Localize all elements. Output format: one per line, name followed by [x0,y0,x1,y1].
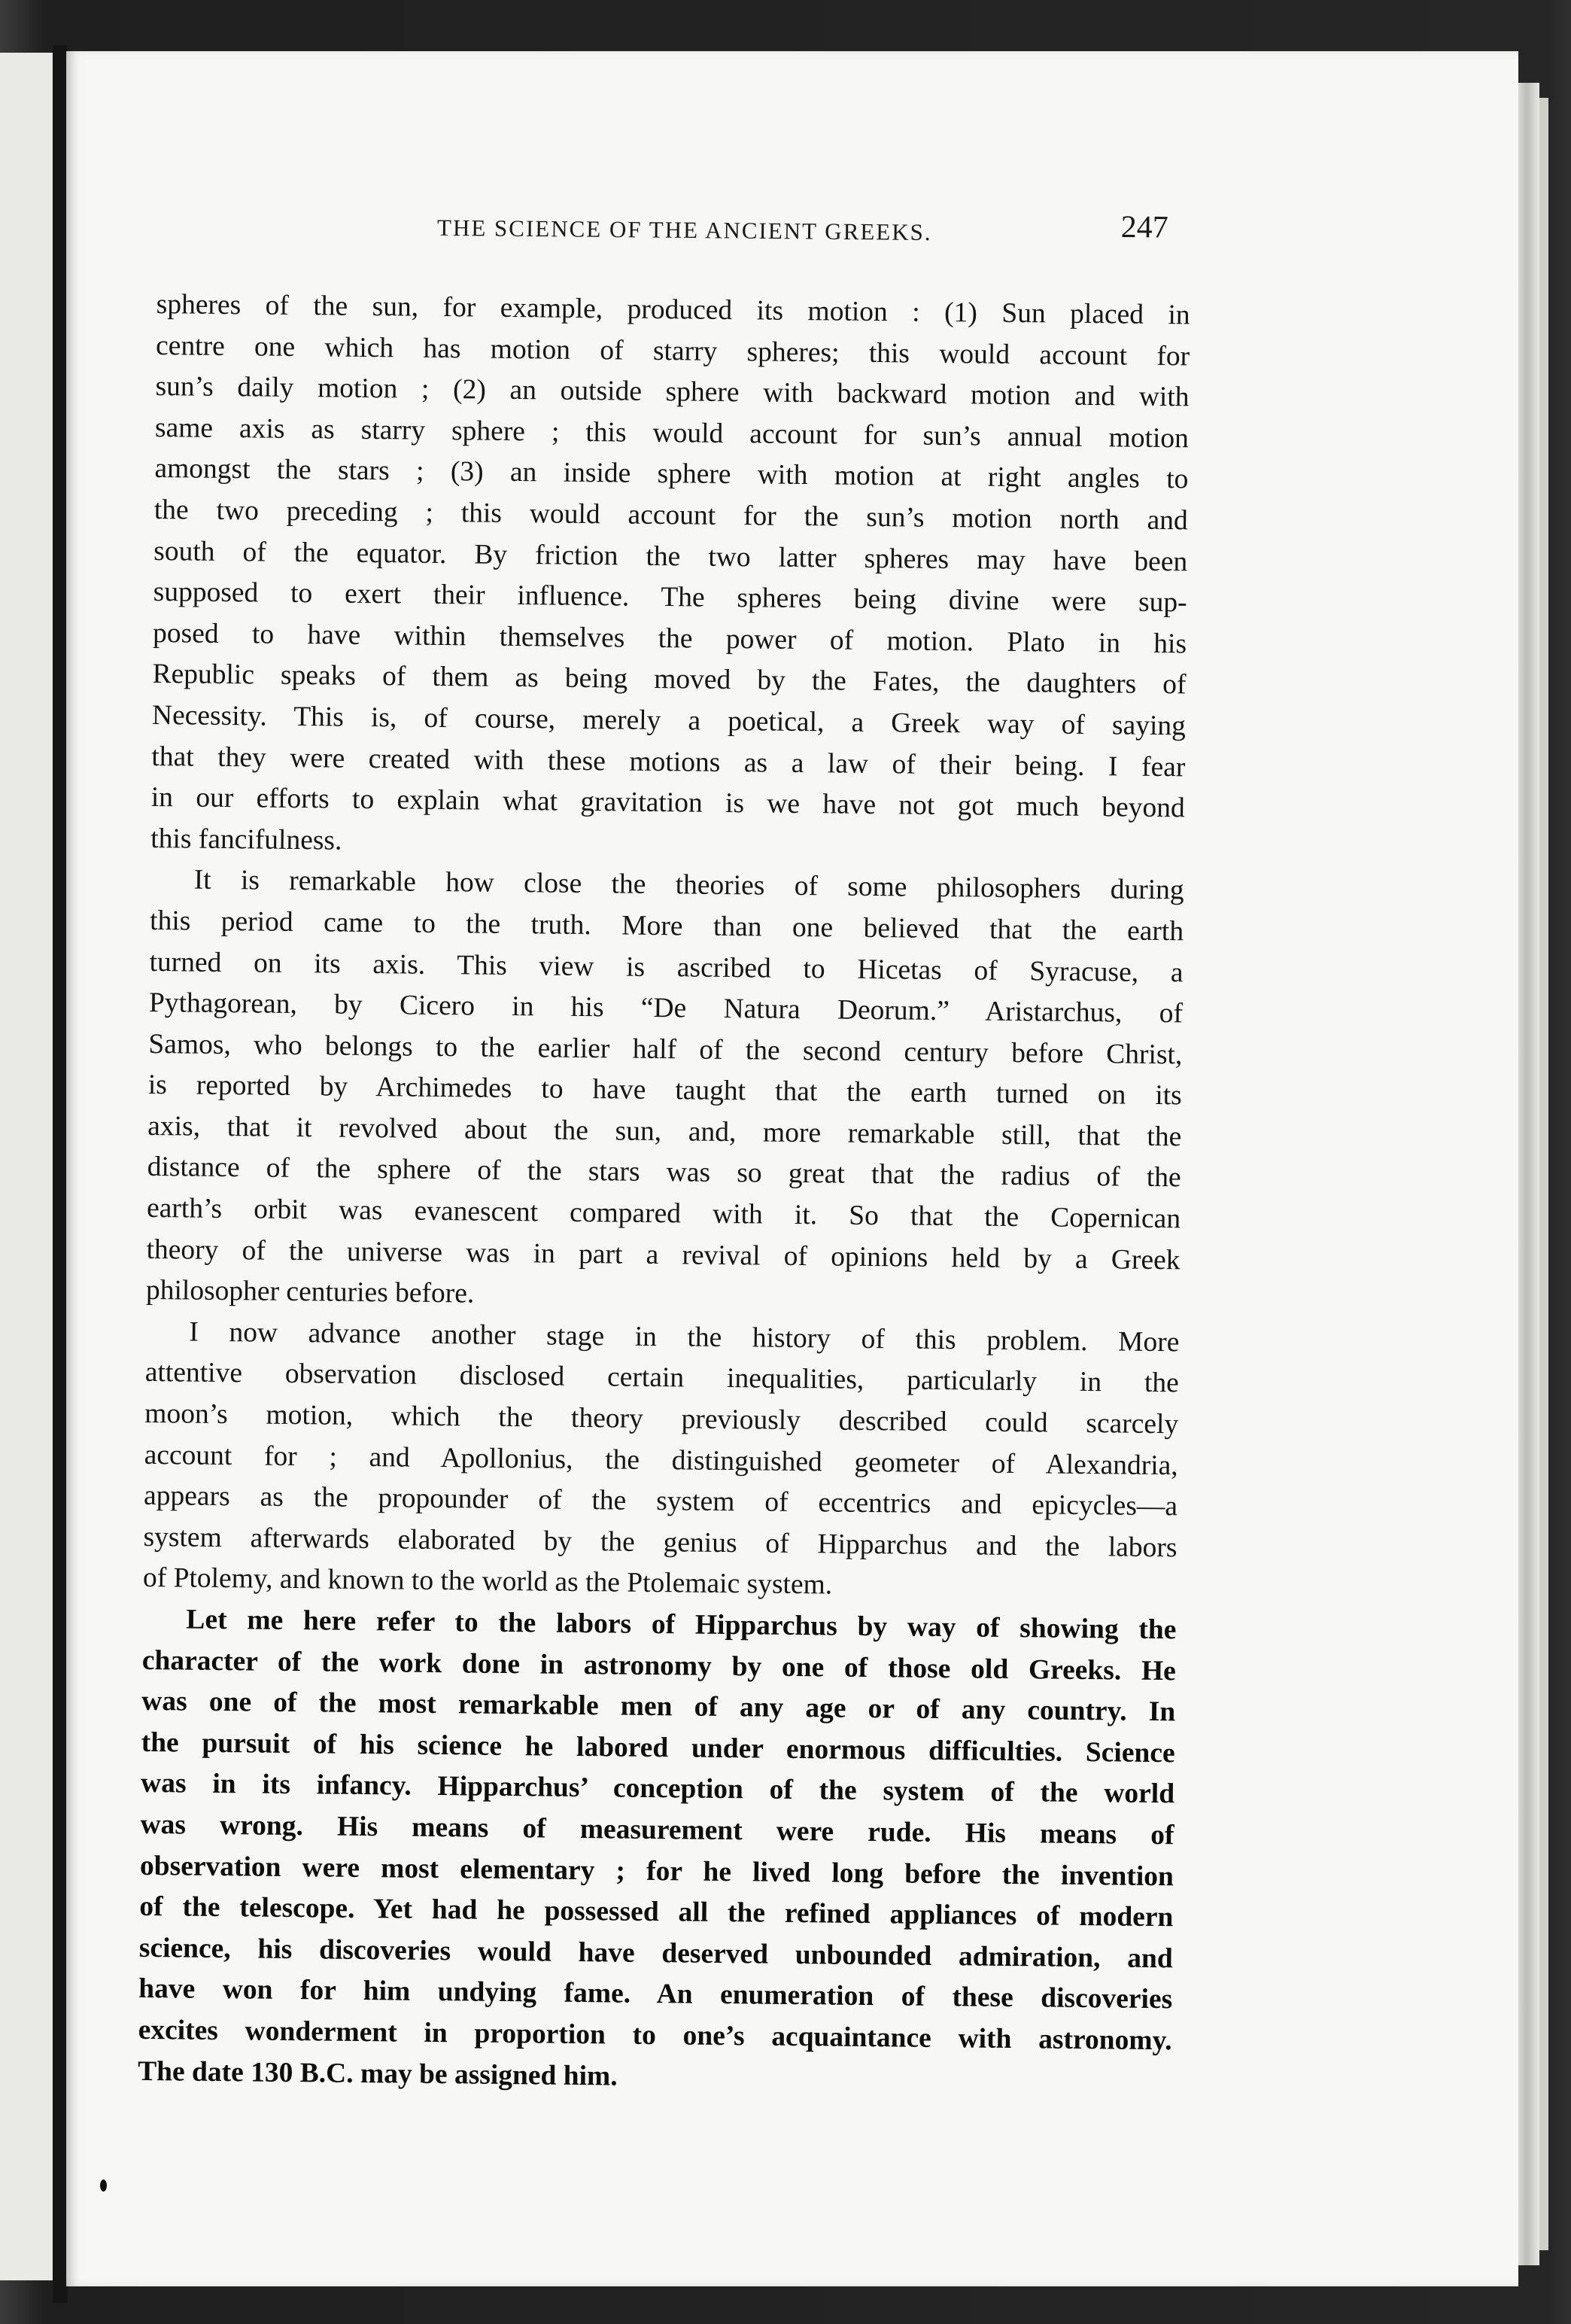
body-text [138,284,1190,2103]
text-line: axis, that it revolved about the sun, and, more remarkable still, that the [147,1110,1182,1153]
text-line: spheres of the sun, for example, produced its motion : (1) Sun placed in [156,288,1190,331]
page-stack-edge-inner [1539,98,1548,2250]
running-title: THE SCIENCE OF THE ANCIENT GREEKS. [436,214,932,246]
text-line: account for ; and Apollonius, the distinguished geometer of Alexandria, [144,1439,1178,1481]
page-number: 247 [1120,209,1168,245]
text-line: that they were created with these motions as a law of their being. I fear [151,741,1186,783]
text-line: earth’s orbit was evanescent compared with it. So that the Copernican [146,1192,1181,1235]
gutter-shadow [53,45,68,2303]
text-line: this period came to the truth. More than one believed that the earth [149,905,1184,948]
text-line: the two preceding ; this would account for the sun’s motion north and [153,494,1189,537]
text-line: Let me here refer to the labors of Hipparchus by way of showing the [186,1604,1177,1646]
text-line: Necessity. This is, of course, merely a poetical, a Greek way of saying [151,699,1187,742]
text-line: same axis as starry sphere ; this would account for sun’s annual motion [154,412,1190,455]
text-line: I now advance another stage in the history of this problem. More [189,1316,1180,1358]
text-line: was in its infancy. Hipparchus’ conception of the system of the world [140,1768,1175,1810]
text-line: philosopher centuries before. [145,1275,475,1310]
text-line: The date 130 B.C. may be assigned him. [137,2055,618,2092]
text-line: south of the equator. By friction the two latter spheres may have been [153,535,1188,577]
text-line: Pythagorean, by Cicero in his “De Natura Deorum.” Aristarchus, of [148,987,1184,1030]
text-line: science, his discoveries would have deserved unbounded admiration, and [138,1932,1173,1975]
text-line: this fancifulness. [150,823,342,856]
text-line: distance of the sphere of the stars was so great that the radius of the [147,1151,1181,1194]
page-stack-edge [1518,83,1539,2265]
text-line: Republic speaks of them as being moved by the Fates, the daughters of [152,659,1187,701]
text-line: supposed to exert their influence. The spheres being divine were sup- [153,576,1187,619]
text-line: excites wonderment in proportion to one’s acquaintance with astronomy. [138,2014,1172,2057]
text-line: attentive observation disclosed certain inequalities, particularly in the [144,1357,1179,1399]
text-line: appears as the propounder of the system of eccentrics and epicycles—a [143,1480,1178,1522]
text-line: character of the work done in astronomy by one of those old Greeks. He [141,1644,1176,1687]
text-line: sun’s daily motion ; (2) an outside sphere with backward motion and with [155,371,1190,413]
text-line: observation were most elementary ; for he lived long before the invention [139,1850,1174,1892]
text-line: of the telescope. Yet had he possessed all the refined appliances of modern [139,1891,1174,1933]
paragraph [143,1312,1180,1611]
text-line: centre one which has motion of starry spheres; this would account for [155,330,1190,372]
text-line: It is remarkable how close the theories of some philosophers during [193,864,1184,906]
scan-speck [100,2180,107,2192]
facing-page-edge [0,53,53,2280]
paragraph [138,1599,1177,2103]
text-line: have won for him undying fame. An enumeration of these discoveries [138,1973,1173,2015]
text-line: the pursuit of his science he labored under enormous difficulties. Science [141,1726,1175,1769]
paragraph [146,859,1184,1322]
text-line: is reported by Archimedes to have taught that the earth turned on its [147,1069,1182,1112]
paragraph [150,284,1190,871]
text-line: amongst the stars ; (3) an inside sphere with motion at right angles to [154,453,1189,495]
text-line: in our efforts to explain what gravitation is we have not got much beyond [150,782,1186,824]
text-line: system afterwards elaborated by the genius of Hipparchus and the labors [143,1521,1177,1564]
text-line: was one of the most remarkable men of any age or of any country. In [141,1686,1176,1728]
text-line: posed to have within themselves the power of motion. Plato in his [152,617,1187,660]
text-line: theory of the universe was in part a revival of opinions held by a Greek [146,1233,1181,1276]
text-line: of Ptolemy, and known to the world as the Ptolemaic system. [142,1562,833,1601]
text-line: turned on its axis. This view is ascribed to Hicetas of Syracuse, a [149,946,1184,988]
text-line: Samos, who belongs to the earlier half of the second century before Christ, [148,1028,1183,1071]
text-line: was wrong. His means of measurement were rude. His means of [140,1808,1174,1851]
text-line: moon’s motion, which the theory previously described could scarcely [144,1398,1179,1440]
